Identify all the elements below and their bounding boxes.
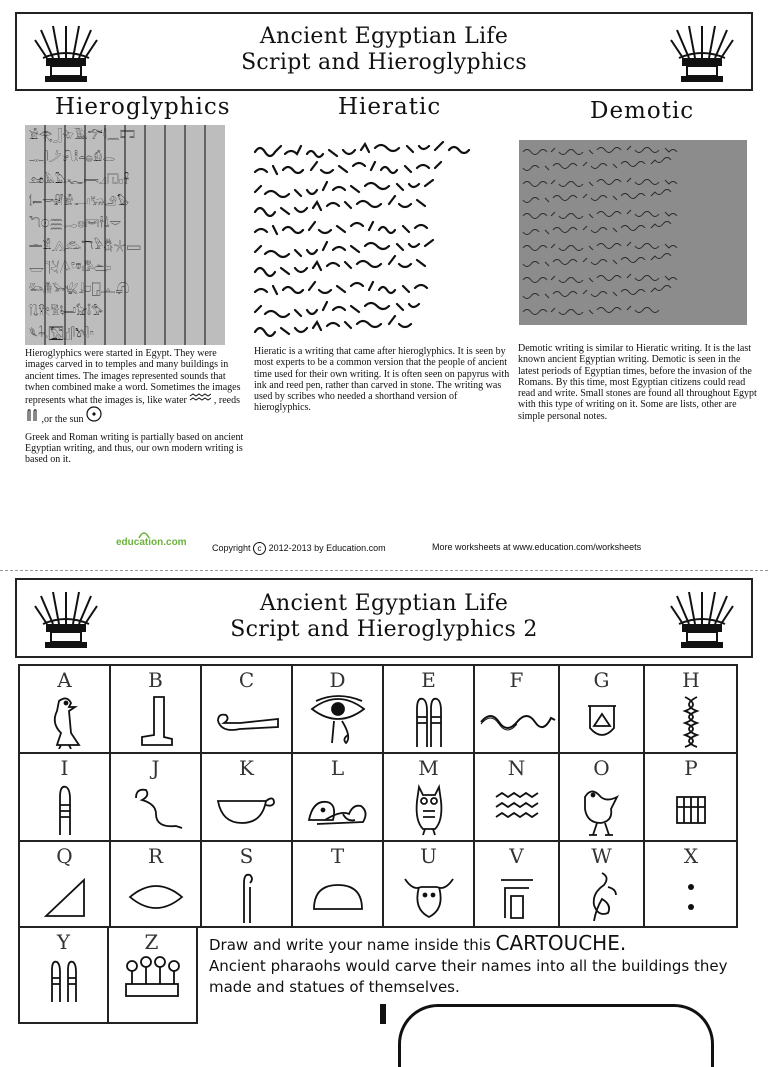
letter-label: A <box>57 668 72 692</box>
vulture-icon <box>20 692 109 750</box>
letter-label: E <box>421 668 436 692</box>
cartouche-bar <box>380 1004 386 1024</box>
owl-icon <box>384 780 473 838</box>
cartouche-instructions: Draw and write your name inside this CARTOUCHE. Ancient pharaohs would carve their names into all the buildings they made and statues of themselves. <box>209 931 728 996</box>
letter-cell-N <box>475 754 560 842</box>
letter-label: O <box>593 756 610 780</box>
water-icon <box>475 780 558 838</box>
svg-text:𓊃𓋴𓌳𓍯𓎛𓏏𓐍𓀁𓂋: 𓊃𓋴𓌳𓍯𓎛𓏏𓐍𓀁𓂋 <box>29 151 116 164</box>
foot-icon <box>111 692 200 750</box>
letter-label: Q <box>56 844 73 868</box>
letter-cell-G <box>560 666 645 754</box>
letter-cell-V <box>475 842 560 928</box>
double-reed-icon <box>20 954 107 1012</box>
letter-cell-K <box>202 754 293 842</box>
coil-icon <box>560 868 643 926</box>
cartouche-outline <box>398 1004 714 1067</box>
letter-label: L <box>330 756 345 780</box>
heading-demotic: Demotic <box>590 98 695 124</box>
letter-label: U <box>420 844 437 868</box>
letter-label: M <box>418 756 439 780</box>
hieratic-text: Hieratic is a writing that came after hieroglyphics. It is seen by most experts to be a common version that the people of ancient time used for their own writing. It is often seen on papyrus with ink and reed pen, rather than carved in stone. The writing was used by scribes who needed a shorthand version of hieroglyphics. <box>254 346 510 414</box>
hieratic-image <box>250 140 500 340</box>
more-worksheets-link[interactable]: More worksheets at www.education.com/worksheets <box>432 542 642 552</box>
bread-loaf-icon <box>293 868 382 926</box>
letter-cell-O <box>560 754 645 842</box>
svg-text:𓉿𓊹𓋔𓌅𓍢𓎼𓏤𓀄𓂧: 𓉿𓊹𓋔𓌅𓍢𓎼𓏤𓀄𓂧 <box>29 261 112 274</box>
svg-text:𓏛𓀃𓂻𓃹𓄓𓅱𓆣𓇼𓈙: 𓏛𓀃𓂻𓃹𓄓𓅱𓆣𓇼𓈙 <box>29 239 141 252</box>
letter-cell-M <box>384 754 475 842</box>
letter-cell-F <box>475 666 560 754</box>
reed-icon <box>25 408 39 422</box>
cobra-icon <box>111 780 200 838</box>
letter-label: D <box>329 668 346 692</box>
lotus-icon <box>31 18 101 86</box>
letter-cell-C <box>202 666 293 754</box>
sheet1-title: Ancient Egyptian Life Script and Hieroglyphics <box>241 24 527 75</box>
letter-label: J <box>151 756 160 780</box>
letter-cell-T <box>293 842 384 928</box>
letter-cell-R <box>111 842 202 928</box>
double-reed-icon <box>384 692 473 750</box>
hill-slope-icon <box>20 868 109 926</box>
letter-label: N <box>507 756 526 780</box>
letter-cell-E <box>384 666 475 754</box>
quail-chick-icon <box>560 780 643 838</box>
bolt-icon <box>107 954 196 1012</box>
copyright-text: Copyright c 2012-2013 by Education.com <box>212 543 386 553</box>
svg-text:𓌀𓍿𓎡𓏞𓀂𓂝𓃒𓄂𓅃: 𓌀𓍿𓎡𓏞𓀂𓂝𓃒𓄂𓅃 <box>29 195 130 208</box>
letter-cell-S <box>202 842 293 928</box>
letter-cell-X <box>645 842 737 928</box>
sheet2-title: Ancient Egyptian Life Script and Hieroglyphics 2 <box>230 591 538 642</box>
letter-label: X <box>683 844 699 868</box>
header-banner-1 <box>15 12 753 91</box>
letter-cell-U <box>384 842 475 928</box>
letter-label: F <box>509 668 524 692</box>
letter-label: S <box>239 844 254 868</box>
letter-cell-D <box>293 666 384 754</box>
letter-cell-H <box>645 666 737 754</box>
reed-icon <box>20 780 109 838</box>
svg-text:𓀀𓂀𓃀𓄀𓅀𓆀𓇋𓈖𓉐: 𓀀𓂀𓃀𓄀𓅀𓆀𓇋𓈖𓉐 <box>29 129 135 142</box>
hieroglyph-alphabet-grid <box>18 664 738 928</box>
logo-icon <box>136 529 152 539</box>
letter-label: B <box>148 668 163 692</box>
page-footer <box>0 537 768 561</box>
eye-of-horus-icon <box>293 692 382 750</box>
letter-label: R <box>147 844 164 868</box>
letter-label: P <box>684 756 698 780</box>
letter-cell-Y <box>18 928 109 1024</box>
letter-cell-J <box>111 754 202 842</box>
twisted-flax-icon <box>645 692 737 750</box>
snake-icon <box>475 692 558 750</box>
heading-hieratic: Hieratic <box>338 94 442 120</box>
svg-text:𓃭𓄿𓅓𓆑𓇯𓈎𓉔𓊪𓋹: 𓃭𓄿𓅓𓆑𓇯𓈎𓉔𓊪𓋹 <box>29 173 130 186</box>
cartouche-drawing-area[interactable] <box>380 1004 720 1044</box>
header-banner-2 <box>15 578 753 658</box>
letter-cell-B <box>111 666 202 754</box>
letter-cell-Q <box>20 842 111 928</box>
letter-label: Y <box>56 930 71 954</box>
letter-label: T <box>330 844 345 868</box>
letter-label: G <box>593 668 610 692</box>
folded-cloth-icon <box>202 868 291 926</box>
letter-label: I <box>60 756 69 780</box>
mouth-icon <box>111 868 200 926</box>
letter-cell-P <box>645 754 737 842</box>
calf-icon <box>384 868 473 926</box>
svg-text:𓌉𓍖𓎃𓏲𓀅𓂡𓃠𓄤𓅜: 𓌉𓍖𓎃𓏲𓀅𓂡𓃠𓄤𓅜 <box>29 305 104 318</box>
stool-icon <box>645 780 737 838</box>
lotus-icon <box>31 584 101 652</box>
letter-cell-I <box>20 754 111 842</box>
hieroglyphics-image <box>25 125 225 345</box>
svg-text:𓆰𓇓𓈒𓉡𓊨𓋴𓌗𓍘𓎆: 𓆰𓇓𓈒𓉡𓊨𓋴𓌗𓍘𓎆 <box>29 327 94 340</box>
svg-text:𓆓𓇳𓈗𓉻𓊖𓋞𓌂𓍑𓎟: 𓆓𓇳𓈗𓉻𓊖𓋞𓌂𓍑𓎟 <box>29 217 122 230</box>
lotus-icon <box>667 584 737 652</box>
basket-icon <box>560 692 643 750</box>
letter-cell-A <box>20 666 111 754</box>
svg-text:𓃛𓄟𓅨𓆤𓇍𓈞𓉗𓊵𓋨: 𓃛𓄟𓅨𓆤𓇍𓈞𓉗𓊵𓋨 <box>29 283 130 296</box>
letter-cell-Z <box>107 928 198 1024</box>
letter-cell-L <box>293 754 384 842</box>
letter-label: C <box>238 668 255 692</box>
water-icon <box>189 393 211 403</box>
letter-label: W <box>591 844 612 868</box>
letter-label: K <box>239 756 254 780</box>
letter-label: Z <box>144 930 159 954</box>
letter-label: H <box>682 668 700 692</box>
hieroglyphics-text: Hieroglyphics were started in Egypt. They were images carved in to temples and many buildings in ancient times. The images represented sounds that twhen combined make a word. Sometimes the images represents what the images is, like water , reeds ,or the sun Greek and Roman writing is partially based on ancient Egyptian writing, and thus, our own modern writing is based on it. <box>25 348 244 466</box>
education-logo[interactable]: education.com <box>116 537 187 548</box>
letter-label: V <box>509 844 524 868</box>
lotus-icon <box>667 18 737 86</box>
bowl-icon <box>202 780 291 838</box>
dots-icon <box>645 868 737 926</box>
rope-icon <box>202 692 291 750</box>
house-icon <box>475 868 558 926</box>
copyright-icon: c <box>253 542 266 555</box>
heading-hieroglyphics: Hieroglyphics <box>55 94 231 120</box>
demotic-text: Demotic writing is similar to Hieratic writing. It is the last known ancient Egyptian writing. Demotic is seen in the latest periods of Egyptian times, before the invasion of the Romans. By this time, most Egyptian citizens could read read and write. Small stones are found all throughout Egypt with this type of writing on it. Some are lists, other are simple personal notes. <box>518 343 757 422</box>
letter-cell-W <box>560 842 645 928</box>
demotic-image <box>519 140 747 325</box>
lion-icon <box>293 780 382 838</box>
page-divider <box>0 570 768 571</box>
sun-icon <box>86 406 102 422</box>
